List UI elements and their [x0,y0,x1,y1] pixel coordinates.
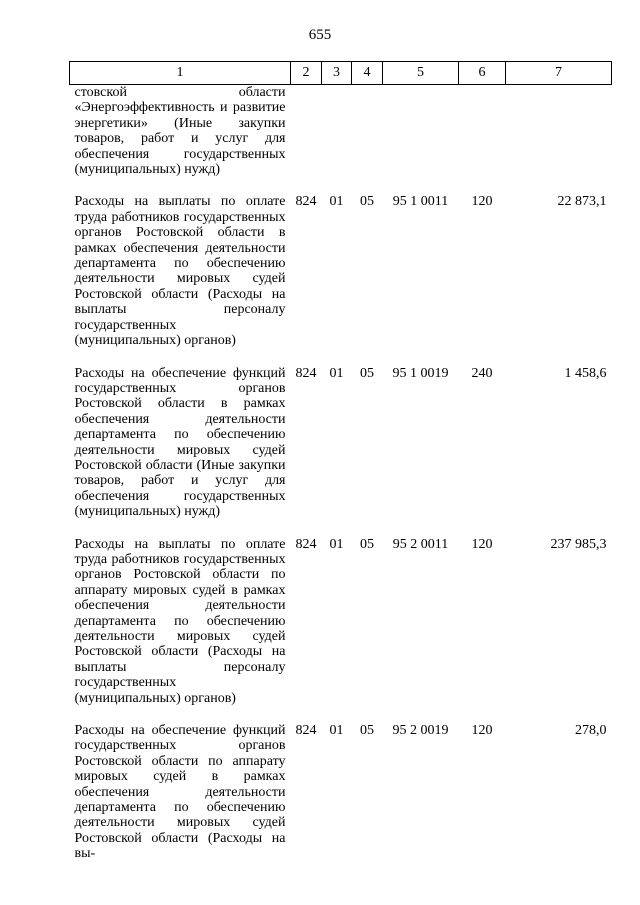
column-header-6: 6 [459,62,506,85]
row-description: стовской области «Энергоэффективность и развитие энергетики» (Иные закупки товаров, работ и услуг для обеспечения государственных (муниципальных) нужд) [74,85,286,178]
table-row [70,194,612,348]
row-description: Расходы на обеспечение функций государственных органов Ростовской области по аппарату мировых судей в рамках обеспечения деятельности департамента по обеспечению деятельности мировых судей Ростовской области (Расходы на вы- [74,723,286,862]
row-ministry-code: 824 [295,194,317,210]
header-row [70,62,612,85]
row-ministry-code: 824 [295,365,317,381]
row-gap [70,349,612,366]
row-description: Расходы на обеспечение функций государственных органов Ростовской области в рамках обеспечения деятельности департамента по обеспечению деятельности мировых судей Ростовской области (Иные закупки товаров, работ и услуг для обеспечения государственных (муниципальных) нужд) [74,365,286,520]
row-subsection-code: 05 [360,536,374,552]
row-gap [70,177,612,194]
row-amount [506,85,612,178]
budget-table [69,61,612,862]
column-header-4: 4 [352,62,383,85]
row-description: Расходы на выплаты по оплате труда работников государственных органов Ростовской области в рамках обеспечения деятельности департамента по обеспечению деятельности мировых судей Ростовской области (Расходы на выплаты персоналу государственных (муниципальных) органов) [74,194,286,349]
row-target-code: 95 2 0019 [392,723,449,739]
table-row [70,85,612,178]
row-section-code: 01 [329,536,344,552]
column-header-3: 3 [322,62,352,85]
row-target-code: 95 2 0011 [392,536,449,552]
row-gap [70,706,612,723]
row-gap [70,520,612,537]
row-target-code: 95 1 0019 [392,365,449,381]
row-expense-type: 120 [471,536,493,552]
row-section-code [322,85,352,178]
row-ministry-code: 824 [295,536,317,552]
row-amount: 278,0 [575,723,607,739]
row-subsection-code: 05 [360,194,374,210]
row-amount: 1 458,6 [564,365,607,381]
column-header-1: 1 [70,62,291,85]
row-target-code: 95 1 0011 [392,194,449,210]
table-row [70,537,612,706]
column-header-5: 5 [383,62,459,85]
row-section-code: 01 [329,194,344,210]
row-expense-type [459,85,506,178]
row-expense-type: 120 [471,723,493,739]
row-subsection-code: 05 [360,365,374,381]
table-row [70,723,612,862]
row-expense-type: 120 [471,194,493,210]
table-body [70,85,612,862]
table-header [70,62,612,85]
column-header-7: 7 [506,62,612,85]
table-row [70,366,612,520]
row-description: Расходы на выплаты по оплате труда работников государственных органов Ростовской области по аппарату мировых судей в рамках обеспечения деятельности департамента по обеспечению деятельности мировых судей Ростовской области (Расходы на выплаты персоналу государственных (муниципальных) органов) [74,536,286,706]
row-amount: 22 873,1 [557,194,607,210]
column-header-2: 2 [291,62,322,85]
row-subsection-code [352,85,383,178]
row-target-code [383,85,459,178]
page-number: 655 [308,27,332,43]
row-subsection-code: 05 [360,723,374,739]
row-section-code: 01 [329,723,344,739]
row-section-code: 01 [329,365,344,381]
row-ministry-code [291,85,322,178]
row-ministry-code: 824 [295,723,317,739]
row-amount: 237 985,3 [550,536,607,552]
row-expense-type: 240 [471,365,493,381]
